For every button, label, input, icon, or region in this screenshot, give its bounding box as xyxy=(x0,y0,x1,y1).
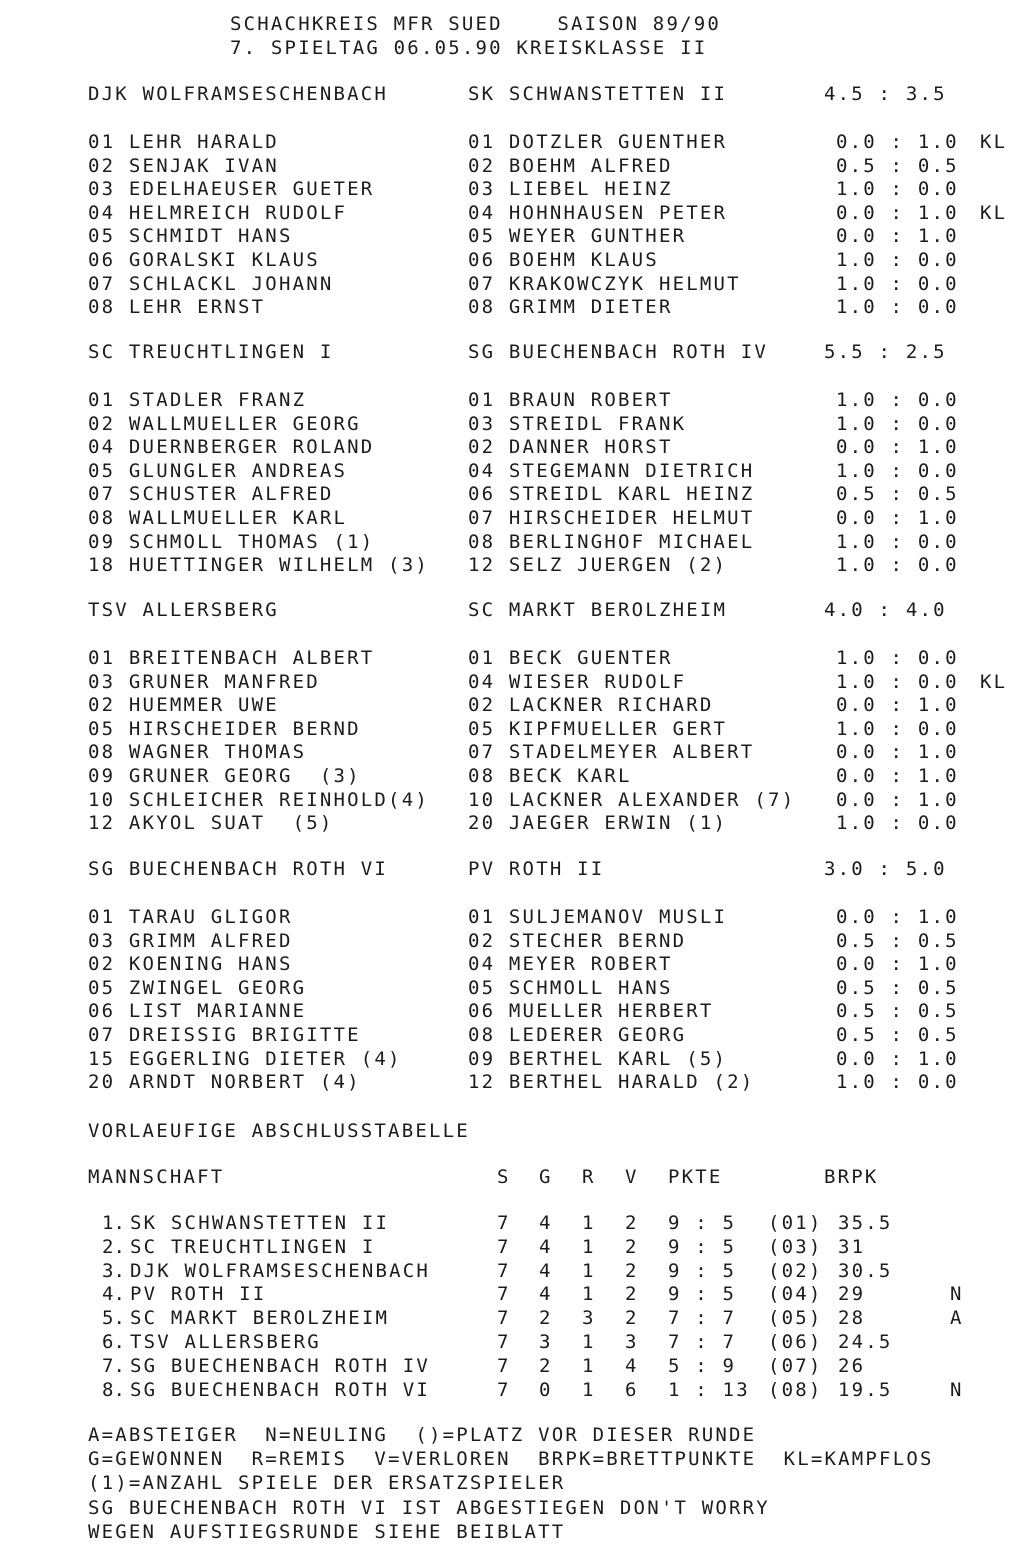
standings-points: 7 : 7 xyxy=(668,1331,737,1353)
board-home-player: 02 HUEMMER UWE xyxy=(88,694,279,716)
board-away-player: 02 DANNER HORST xyxy=(468,436,673,458)
standings-rank: 1. xyxy=(102,1212,125,1234)
standings-team: SC TREUCHTLINGEN I xyxy=(130,1236,376,1258)
standings-r: 1 xyxy=(582,1260,596,1282)
standings-v: 4 xyxy=(625,1355,639,1377)
board-score: 1.0 : 0.0 xyxy=(836,389,959,411)
footer-line: G=GEWONNEN R=REMIS V=VERLOREN BRPK=BRETTPUNKTE KL=KAMPFLOS xyxy=(88,1448,934,1470)
board-score: 0.0 : 1.0 xyxy=(836,131,959,153)
standings-g: 4 xyxy=(539,1212,553,1234)
board-score: 0.0 : 1.0 xyxy=(836,1048,959,1070)
standings-team: SK SCHWANSTETTEN II xyxy=(130,1212,390,1234)
board-away-player: 07 HIRSCHEIDER HELMUT xyxy=(468,507,755,529)
board-home-player: 02 SENJAK IVAN xyxy=(88,155,279,177)
standings-v: 2 xyxy=(625,1283,639,1305)
board-away-player: 08 LEDERER GEORG xyxy=(468,1024,687,1046)
board-score: 1.0 : 0.0 xyxy=(836,413,959,435)
board-home-player: 09 GRUNER GEORG (3) xyxy=(88,765,361,787)
board-home-player: 07 SCHUSTER ALFRED xyxy=(88,483,334,505)
board-away-player: 12 BERTHEL HARALD (2) xyxy=(468,1071,755,1093)
standings-flag: N xyxy=(950,1379,964,1401)
standings-v: 2 xyxy=(625,1307,639,1329)
standings-prev-rank: (02) xyxy=(768,1260,823,1282)
footer-line: SG BUECHENBACH ROTH VI IST ABGESTIEGEN DON'T WORRY xyxy=(88,1497,770,1519)
board-score: 1.0 : 0.0 xyxy=(836,647,959,669)
board-away-player: 02 STECHER BERND xyxy=(468,930,687,952)
board-home-player: 02 KOENING HANS xyxy=(88,953,293,975)
board-score: 1.0 : 0.0 xyxy=(836,460,959,482)
standings-v: 3 xyxy=(625,1331,639,1353)
board-home-player: 01 LEHR HARALD xyxy=(88,131,279,153)
match-away-team: SK SCHWANSTETTEN II xyxy=(468,83,728,105)
board-away-player: 02 BOEHM ALFRED xyxy=(468,155,673,177)
standings-rank: 6. xyxy=(102,1331,125,1353)
match-result: 4.5 : 3.5 xyxy=(824,83,947,105)
board-away-player: 10 LACKNER ALEXANDER (7) xyxy=(468,789,796,811)
board-away-player: 01 BRAUN ROBERT xyxy=(468,389,673,411)
board-home-player: 08 WALLMUELLER KARL xyxy=(88,507,348,529)
standings-header-r: R xyxy=(582,1166,596,1188)
standings-s: 7 xyxy=(497,1236,511,1258)
standings-v: 2 xyxy=(625,1236,639,1258)
board-home-player: 10 SCHLEICHER REINHOLD(4) xyxy=(88,789,429,811)
standings-s: 7 xyxy=(497,1307,511,1329)
board-score: 0.5 : 0.5 xyxy=(836,155,959,177)
match-result: 5.5 : 2.5 xyxy=(824,341,947,363)
standings-points: 5 : 9 xyxy=(668,1355,737,1377)
standings-header-v: V xyxy=(625,1166,639,1188)
standings-g: 0 xyxy=(539,1379,553,1401)
board-score: 1.0 : 0.0 xyxy=(836,554,959,576)
standings-team: SG BUECHENBACH ROTH VI xyxy=(130,1379,431,1401)
board-score: 0.5 : 0.5 xyxy=(836,930,959,952)
board-home-player: 06 GORALSKI KLAUS xyxy=(88,249,320,271)
board-note: KL xyxy=(980,671,1008,693)
standings-s: 7 xyxy=(497,1355,511,1377)
board-home-player: 03 GRIMM ALFRED xyxy=(88,930,293,952)
standings-prev-rank: (03) xyxy=(768,1236,823,1258)
board-home-player: 01 STADLER FRANZ xyxy=(88,389,307,411)
board-home-player: 03 EDELHAEUSER GUETER xyxy=(88,178,375,200)
board-home-player: 07 SCHLACKL JOHANN xyxy=(88,273,334,295)
board-score: 0.0 : 1.0 xyxy=(836,202,959,224)
standings-header-brpk: BRPK xyxy=(824,1166,879,1188)
standings-points: 7 : 7 xyxy=(668,1307,737,1329)
board-away-player: 01 SULJEMANOV MUSLI xyxy=(468,906,728,928)
footer-line: WEGEN AUFSTIEGSRUNDE SIEHE BEIBLATT xyxy=(88,1521,566,1543)
match-home-team: TSV ALLERSBERG xyxy=(88,599,279,621)
match-home-team: DJK WOLFRAMSESCHENBACH xyxy=(88,83,389,105)
board-score: 1.0 : 0.0 xyxy=(836,812,959,834)
standings-r: 1 xyxy=(582,1379,596,1401)
board-home-player: 04 DUERNBERGER ROLAND xyxy=(88,436,375,458)
standings-s: 7 xyxy=(497,1260,511,1282)
board-away-player: 08 BECK KARL xyxy=(468,765,632,787)
board-score: 0.5 : 0.5 xyxy=(836,483,959,505)
match-home-team: SG BUECHENBACH ROTH VI xyxy=(88,858,389,880)
board-home-player: 02 WALLMUELLER GEORG xyxy=(88,413,361,435)
standings-s: 7 xyxy=(497,1331,511,1353)
board-away-player: 07 STADELMEYER ALBERT xyxy=(468,741,755,763)
board-score: 0.0 : 1.0 xyxy=(836,694,959,716)
standings-points: 9 : 5 xyxy=(668,1236,737,1258)
board-score: 0.0 : 1.0 xyxy=(836,953,959,975)
board-home-player: 03 GRUNER MANFRED xyxy=(88,671,320,693)
standings-rank: 4. xyxy=(102,1283,125,1305)
board-away-player: 07 KRAKOWCZYK HELMUT xyxy=(468,273,741,295)
standings-s: 7 xyxy=(497,1212,511,1234)
standings-rank: 5. xyxy=(102,1307,125,1329)
board-away-player: 02 LACKNER RICHARD xyxy=(468,694,714,716)
standings-rank: 2. xyxy=(102,1236,125,1258)
board-score: 1.0 : 0.0 xyxy=(836,1071,959,1093)
standings-s: 7 xyxy=(497,1283,511,1305)
doc-title: SCHACHKREIS MFR SUED SAISON 89/90 xyxy=(230,13,722,35)
standings-r: 1 xyxy=(582,1283,596,1305)
standings-brpk: 29 xyxy=(838,1283,866,1305)
board-home-player: 15 EGGERLING DIETER (4) xyxy=(88,1048,402,1070)
standings-r: 1 xyxy=(582,1236,596,1258)
board-score: 0.0 : 1.0 xyxy=(836,225,959,247)
board-away-player: 05 WEYER GUNTHER xyxy=(468,225,687,247)
board-away-player: 01 BECK GUENTER xyxy=(468,647,673,669)
board-home-player: 09 SCHMOLL THOMAS (1) xyxy=(88,531,375,553)
standings-rank: 7. xyxy=(102,1355,125,1377)
board-home-player: 12 AKYOL SUAT (5) xyxy=(88,812,334,834)
board-score: 1.0 : 0.0 xyxy=(836,296,959,318)
match-home-team: SC TREUCHTLINGEN I xyxy=(88,341,334,363)
standings-g: 2 xyxy=(539,1307,553,1329)
standings-prev-rank: (05) xyxy=(768,1307,823,1329)
standings-s: 7 xyxy=(497,1379,511,1401)
board-home-player: 05 GLUNGLER ANDREAS xyxy=(88,460,348,482)
board-home-player: 07 DREISSIG BRIGITTE xyxy=(88,1024,361,1046)
standings-brpk: 26 xyxy=(838,1355,866,1377)
standings-team: TSV ALLERSBERG xyxy=(130,1331,321,1353)
standings-prev-rank: (07) xyxy=(768,1355,823,1377)
board-score: 0.5 : 0.5 xyxy=(836,977,959,999)
standings-brpk: 19.5 xyxy=(838,1379,893,1401)
standings-prev-rank: (06) xyxy=(768,1331,823,1353)
standings-g: 4 xyxy=(539,1283,553,1305)
board-score: 1.0 : 0.0 xyxy=(836,273,959,295)
standings-prev-rank: (01) xyxy=(768,1212,823,1234)
standings-flag: N xyxy=(950,1283,964,1305)
match-away-team: PV ROTH II xyxy=(468,858,605,880)
board-score: 0.0 : 1.0 xyxy=(836,765,959,787)
board-score: 0.5 : 0.5 xyxy=(836,1024,959,1046)
standings-header-g: G xyxy=(539,1166,553,1188)
standings-rank: 8. xyxy=(102,1379,125,1401)
standings-header-pkte: PKTE xyxy=(668,1166,723,1188)
standings-r: 1 xyxy=(582,1355,596,1377)
standings-team: SC MARKT BEROLZHEIM xyxy=(130,1307,390,1329)
board-score: 1.0 : 0.0 xyxy=(836,531,959,553)
standings-header-s: S xyxy=(497,1166,511,1188)
standings-rank: 3. xyxy=(102,1260,125,1282)
doc-subtitle: 7. SPIELTAG 06.05.90 KREISKLASSE II xyxy=(230,37,708,59)
footer-line: (1)=ANZAHL SPIELE DER ERSATZSPIELER xyxy=(88,1472,566,1494)
standings-brpk: 24.5 xyxy=(838,1331,893,1353)
board-away-player: 05 SCHMOLL HANS xyxy=(468,977,673,999)
board-away-player: 01 DOTZLER GUENTHER xyxy=(468,131,728,153)
standings-g: 2 xyxy=(539,1355,553,1377)
board-away-player: 08 GRIMM DIETER xyxy=(468,296,673,318)
standings-prev-rank: (04) xyxy=(768,1283,823,1305)
board-away-player: 09 BERTHEL KARL (5) xyxy=(468,1048,728,1070)
board-home-player: 08 WAGNER THOMAS xyxy=(88,741,307,763)
standings-points: 9 : 5 xyxy=(668,1283,737,1305)
board-home-player: 18 HUETTINGER WILHELM (3) xyxy=(88,554,429,576)
standings-g: 4 xyxy=(539,1260,553,1282)
standings-r: 3 xyxy=(582,1307,596,1329)
standings-header-team: MANNSCHAFT xyxy=(88,1166,225,1188)
standings-v: 2 xyxy=(625,1260,639,1282)
standings-team: SG BUECHENBACH ROTH IV xyxy=(130,1355,431,1377)
standings-brpk: 28 xyxy=(838,1307,866,1329)
board-home-player: 01 TARAU GLIGOR xyxy=(88,906,293,928)
board-home-player: 06 LIST MARIANNE xyxy=(88,1000,307,1022)
standings-v: 6 xyxy=(625,1379,639,1401)
standings-team: PV ROTH II xyxy=(130,1283,267,1305)
board-away-player: 03 STREIDL FRANK xyxy=(468,413,687,435)
board-home-player: 20 ARNDT NORBERT (4) xyxy=(88,1071,361,1093)
board-score: 0.0 : 1.0 xyxy=(836,789,959,811)
standings-g: 3 xyxy=(539,1331,553,1353)
board-away-player: 06 STREIDL KARL HEINZ xyxy=(468,483,755,505)
board-score: 0.0 : 1.0 xyxy=(836,436,959,458)
standings-brpk: 35.5 xyxy=(838,1212,893,1234)
match-away-team: SC MARKT BEROLZHEIM xyxy=(468,599,728,621)
board-home-player: 05 ZWINGEL GEORG xyxy=(88,977,307,999)
match-away-team: SG BUECHENBACH ROTH IV xyxy=(468,341,769,363)
board-home-player: 08 LEHR ERNST xyxy=(88,296,266,318)
standings-v: 2 xyxy=(625,1212,639,1234)
board-away-player: 04 MEYER ROBERT xyxy=(468,953,673,975)
board-score: 1.0 : 0.0 xyxy=(836,671,959,693)
standings-brpk: 31 xyxy=(838,1236,866,1258)
board-home-player: 05 HIRSCHEIDER BERND xyxy=(88,718,361,740)
board-away-player: 20 JAEGER ERWIN (1) xyxy=(468,812,728,834)
board-score: 1.0 : 0.0 xyxy=(836,718,959,740)
footer-line: A=ABSTEIGER N=NEULING ()=PLATZ VOR DIESER RUNDE xyxy=(88,1424,757,1446)
board-note: KL xyxy=(980,131,1008,153)
board-score: 0.5 : 0.5 xyxy=(836,1000,959,1022)
board-away-player: 05 KIPFMUELLER GERT xyxy=(468,718,728,740)
standings-brpk: 30.5 xyxy=(838,1260,893,1282)
standings-team: DJK WOLFRAMSESCHENBACH xyxy=(130,1260,431,1282)
standings-points: 9 : 5 xyxy=(668,1212,737,1234)
board-home-player: 04 HELMREICH RUDOLF xyxy=(88,202,348,224)
board-away-player: 06 BOEHM KLAUS xyxy=(468,249,659,271)
standings-r: 1 xyxy=(582,1331,596,1353)
standings-r: 1 xyxy=(582,1212,596,1234)
standings-g: 4 xyxy=(539,1236,553,1258)
board-away-player: 03 LIEBEL HEINZ xyxy=(468,178,673,200)
standings-title: VORLAEUFIGE ABSCHLUSSTABELLE xyxy=(88,1120,470,1142)
board-score: 0.0 : 1.0 xyxy=(836,507,959,529)
standings-prev-rank: (08) xyxy=(768,1379,823,1401)
standings-points: 1 : 13 xyxy=(668,1379,750,1401)
match-result: 4.0 : 4.0 xyxy=(824,599,947,621)
board-score: 0.0 : 1.0 xyxy=(836,906,959,928)
board-away-player: 08 BERLINGHOF MICHAEL xyxy=(468,531,755,553)
board-home-player: 05 SCHMIDT HANS xyxy=(88,225,293,247)
board-home-player: 01 BREITENBACH ALBERT xyxy=(88,647,375,669)
match-result: 3.0 : 5.0 xyxy=(824,858,947,880)
board-away-player: 04 STEGEMANN DIETRICH xyxy=(468,460,755,482)
standings-flag: A xyxy=(950,1307,964,1329)
board-score: 1.0 : 0.0 xyxy=(836,178,959,200)
board-away-player: 04 WIESER RUDOLF xyxy=(468,671,687,693)
standings-points: 9 : 5 xyxy=(668,1260,737,1282)
board-score: 1.0 : 0.0 xyxy=(836,249,959,271)
board-away-player: 06 MUELLER HERBERT xyxy=(468,1000,714,1022)
board-note: KL xyxy=(980,202,1008,224)
board-score: 0.0 : 1.0 xyxy=(836,741,959,763)
board-away-player: 12 SELZ JUERGEN (2) xyxy=(468,554,728,576)
board-away-player: 04 HOHNHAUSEN PETER xyxy=(468,202,728,224)
